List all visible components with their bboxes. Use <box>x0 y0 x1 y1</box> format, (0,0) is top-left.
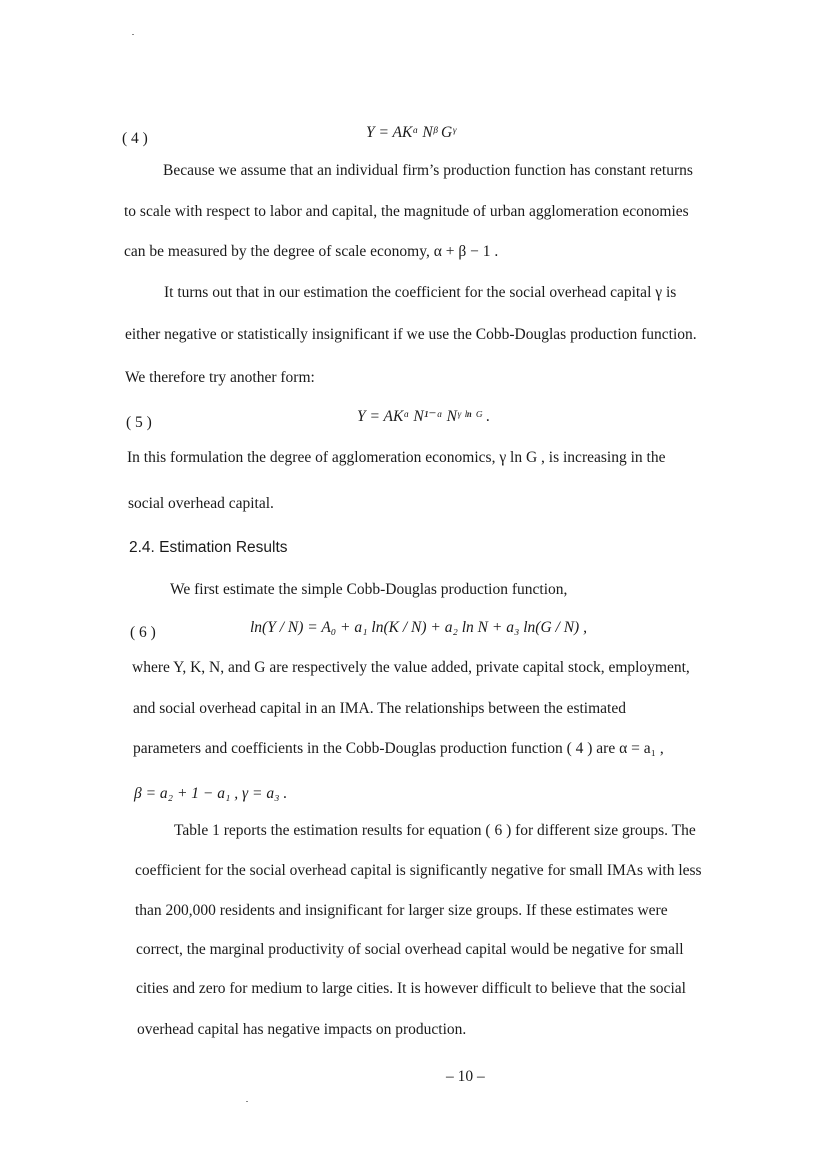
paragraph-2-line-3: We therefore try another form: <box>125 369 315 386</box>
equation-6-formula: ln(Y / N) = A₀ + a₁ ln(K / N) + a₂ ln N + a₃ ln(G / N) , <box>250 619 587 636</box>
paragraph-6-line-1: Table 1 reports the estimation results for equation ( 6 ) for different size groups. The <box>174 822 696 839</box>
equation-6-number: ( 6 ) <box>130 624 156 641</box>
paragraph-6-line-6: overhead capital has negative impacts on production. <box>137 1021 467 1038</box>
equation-4-number: ( 4 ) <box>122 130 148 147</box>
scan-speck <box>132 34 134 35</box>
equation-4-formula: Y = AKᵅ Nᵝ Gᵞ <box>366 124 456 141</box>
paragraph-2-line-1: It turns out that in our estimation the coefficient for the social overhead capital γ is <box>164 284 677 301</box>
paragraph-1-line-2: to scale with respect to labor and capital, the magnitude of urban agglomeration economies <box>124 203 689 220</box>
paragraph-6-line-5: cities and zero for medium to large cities. It is however difficult to believe that the social <box>136 980 686 997</box>
paragraph-5-line-3: parameters and coefficients in the Cobb-Douglas production function ( 4 ) are α = a₁ , <box>133 740 664 757</box>
paragraph-5-line-2: and social overhead capital in an IMA. The relationships between the estimated <box>133 700 626 717</box>
page-number: – 10 – <box>446 1068 485 1085</box>
paragraph-3-line-2: social overhead capital. <box>128 495 274 512</box>
equation-5-formula: Y = AKᵅ N¹⁻ᵅ Nᵞ ˡⁿ ᴳ . <box>357 408 491 425</box>
paragraph-4-line-1: We first estimate the simple Cobb-Douglas production function, <box>170 581 568 598</box>
equation-5-number: ( 5 ) <box>126 414 152 431</box>
paragraph-5-line-4: β = a₂ + 1 − a₁ , γ = a₃ . <box>134 785 288 802</box>
paragraph-3-line-1: In this formulation the degree of agglomeration economics, γ ln G , is increasing in the <box>127 449 666 466</box>
paragraph-1-line-1: Because we assume that an individual firm’s production function has constant returns <box>163 162 693 179</box>
paragraph-6-line-3: than 200,000 residents and insignificant for larger size groups. If these estimates were <box>135 902 668 919</box>
paragraph-5-line-1: where Y, K, N, and G are respectively the value added, private capital stock, employment, <box>132 659 690 676</box>
paragraph-6-line-4: correct, the marginal productivity of social overhead capital would be negative for small <box>136 941 684 958</box>
paragraph-1-line-3: can be measured by the degree of scale economy, α + β − 1 . <box>124 243 499 260</box>
paragraph-2-line-2: either negative or statistically insignificant if we use the Cobb-Douglas production function. <box>125 326 697 343</box>
paragraph-6-line-2: coefficient for the social overhead capital is significantly negative for small IMAs with less <box>135 862 702 879</box>
section-heading: 2.4. Estimation Results <box>129 539 288 556</box>
scan-speck <box>246 1101 248 1102</box>
